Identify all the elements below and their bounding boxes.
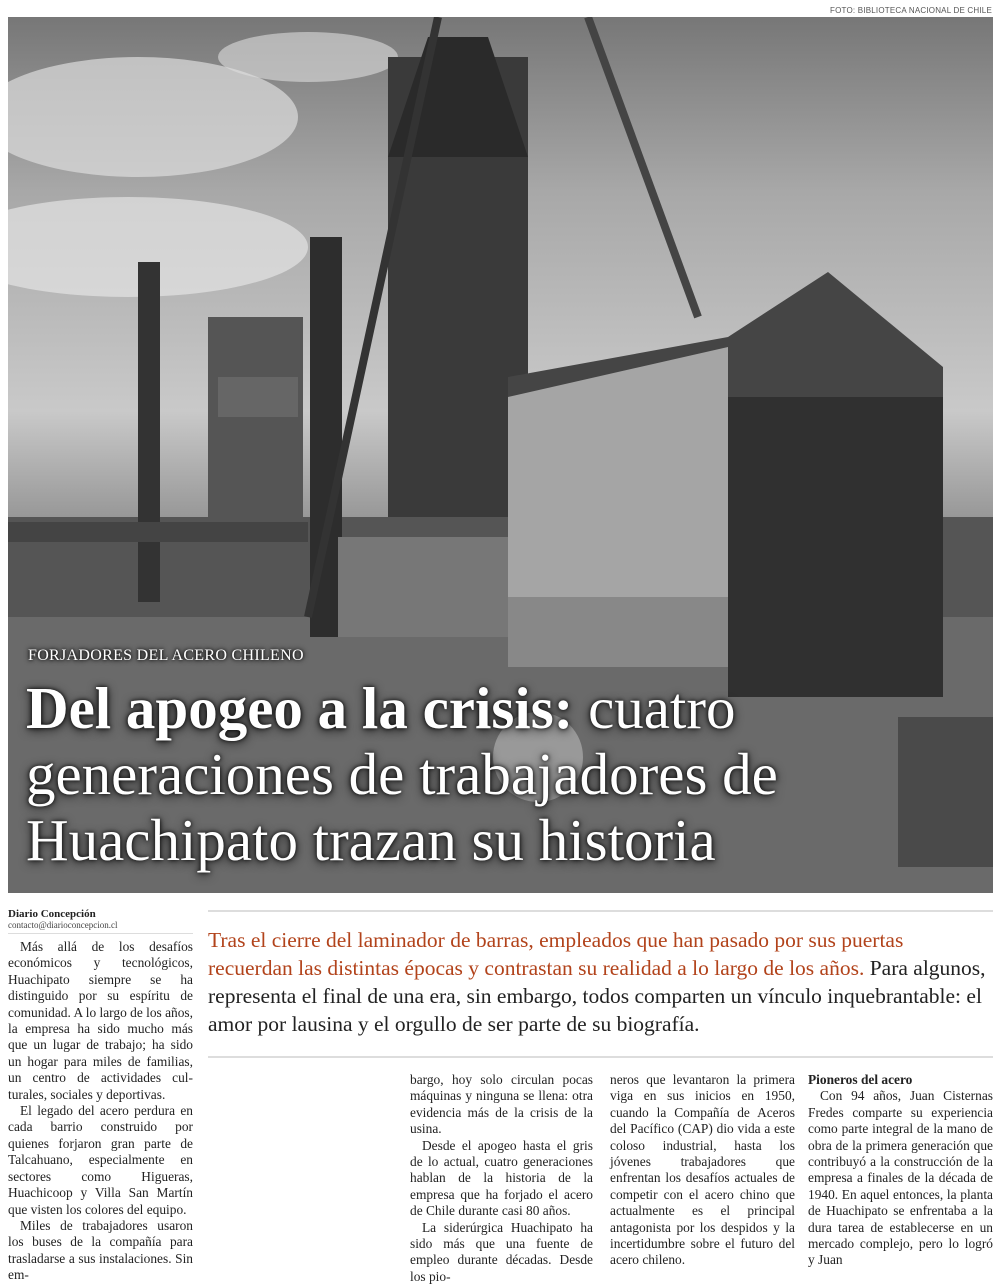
paragraph: Miles de trabajadores usaron los buses de la compañía para trasladarse a sus instalaciones. Sin em- [8, 1217, 193, 1283]
paragraph: neros que levantaron la primera viga en sus inicios en 1950, cuando la Compañía de Aceros del Pacífico (CAP) dio vida a este coloso industrial, hasta los jóvenes trabajadores que enfrentan los desafíos actuales de competir con el acero chino que actualmente es el principal antagonista por los despidos y la incertidumbre sobre el futuro del acero chileno. [610, 1072, 795, 1268]
headline [26, 675, 986, 873]
kicker: FORJADORES DEL ACERO CHILENO [28, 647, 304, 664]
paragraph: Desde el apogeo hasta el gris de lo actual, cuatro generaciones hablan de la historia de la empresa que ha forjado el acero de Chile durante casi 80 años. [410, 1137, 593, 1219]
headline-bold: Del apogeo a la crisis: [26, 675, 574, 741]
hero-photo [8, 17, 993, 893]
paragraph: Con 94 años, Juan Cisternas Fredes comparte su experiencia como parte integral de la mano de obra de la primera generación que contribuyó a la construcción de la empresa a finales de la década de 1940. En aquel entonces, la planta de Huachipato se enfrentaba a la dura tarea de establecerse en un mercado complejo, pero lo logró y Juan [808, 1088, 993, 1268]
column-3 [610, 1072, 795, 1269]
byline-email[interactable]: contacto@diarioconcepcion.cl [8, 920, 118, 930]
subhead: Pioneros del acero [808, 1072, 913, 1087]
paragraph: La siderúrgica Huachipato ha sido más que una fuente de empleo durante décadas. Desde los pio- [410, 1219, 593, 1284]
byline [8, 908, 193, 934]
column-1 [8, 939, 193, 1284]
headline-rest: cuatro generaciones de trabajadores de Huachipato trazan su historia [26, 675, 778, 873]
paragraph: Más allá de los desafíos económicos y tecnológicos, Huachipato siempre se ha distinguido por su espíritu de comunidad. A lo largo de los años, la empresa ha sido mucho más que un lugar de trabajo; ha sido un hogar para miles de familias, un centro de actividades culturales, sociales y deportivas. [8, 939, 193, 1102]
byline-name: Diario Concepción [8, 908, 96, 920]
photo-credit: FOTO: BIBLIOTECA NACIONAL DE CHILE [830, 6, 992, 15]
deck-rest: Para algunos, representa el final de una era, sin embargo, todos comparten un vínculo inquebrantable: el amor por lausina y el orgullo de ser parte de su biografía. [208, 956, 986, 1036]
deck-highlight: Tras el cierre del laminador de barras, empleados que han pasado por sus puertas recuerdan las distintas épocas y contrastan su realidad a lo largo de los años. [208, 928, 904, 980]
column-4 [808, 1072, 993, 1269]
paragraph: El legado del acero perdura en cada barrio construido por quienes forjaron gran parte de Talcahuano, especialmente en sectores como Higueras, Huachicoop y Villa San Martín que visten los colores del equipo. [8, 1103, 193, 1217]
paragraph: bargo, hoy solo circulan pocas máquinas y ninguna se llena: otra evidencia más de la crisis de la usina. [410, 1072, 593, 1137]
column-2 [410, 1072, 593, 1285]
deck [208, 910, 993, 1058]
